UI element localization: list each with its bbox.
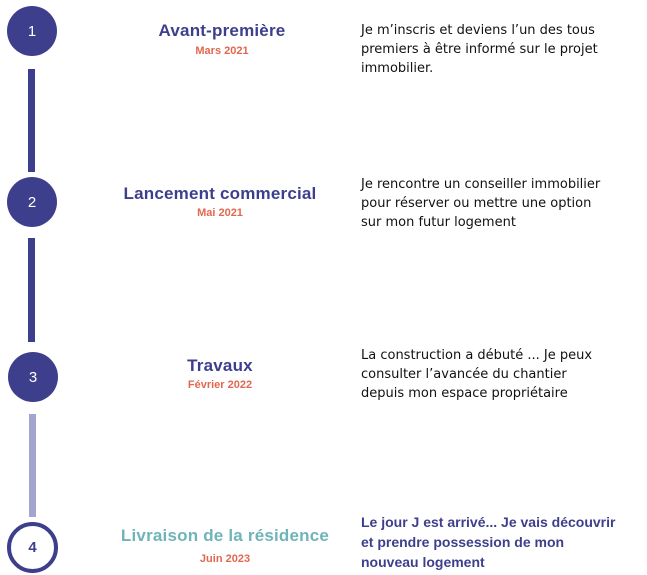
step-4-description: Le jour J est arrivé... Je vais découvrir et prendre possession de mon nouveau logement bbox=[361, 514, 616, 570]
step-1-circle bbox=[7, 6, 57, 56]
step-2-number: 2 bbox=[27, 193, 37, 211]
step-1-description: Je m’inscris et deviens l’un des tous premiers à être informé sur le projet immobilier. bbox=[361, 23, 598, 76]
step-3-circle bbox=[8, 352, 58, 402]
step-2-date: Mai 2021 bbox=[197, 207, 243, 219]
step-4-date: Juin 2023 bbox=[199, 553, 251, 565]
step-4-circle bbox=[7, 522, 58, 573]
step-1-number: 1 bbox=[27, 22, 37, 40]
connector-1-2 bbox=[28, 69, 35, 172]
step-2-description: Je rencontre un conseiller immobilier pour réserver ou mettre une option sur mon futur logement bbox=[361, 177, 601, 230]
connector-2-3 bbox=[28, 238, 35, 342]
step-3-number: 3 bbox=[28, 368, 38, 386]
step-1-date: Mars 2021 bbox=[195, 45, 249, 57]
connector-3-4 bbox=[29, 414, 36, 517]
step-1-title: Avant-première bbox=[158, 21, 286, 40]
step-3-date: Février 2022 bbox=[187, 379, 253, 391]
step-2-circle bbox=[7, 177, 57, 227]
step-4-number: 4 bbox=[28, 539, 37, 556]
step-3-title: Travaux bbox=[187, 356, 253, 375]
step-4-title: Livraison de la résidence bbox=[120, 526, 330, 545]
step-3-description: La construction a débuté ... Je peux consulter l’avancée du chantier depuis mon espace propriétaire bbox=[361, 348, 593, 401]
step-2-title: Lancement commercial bbox=[123, 184, 317, 203]
